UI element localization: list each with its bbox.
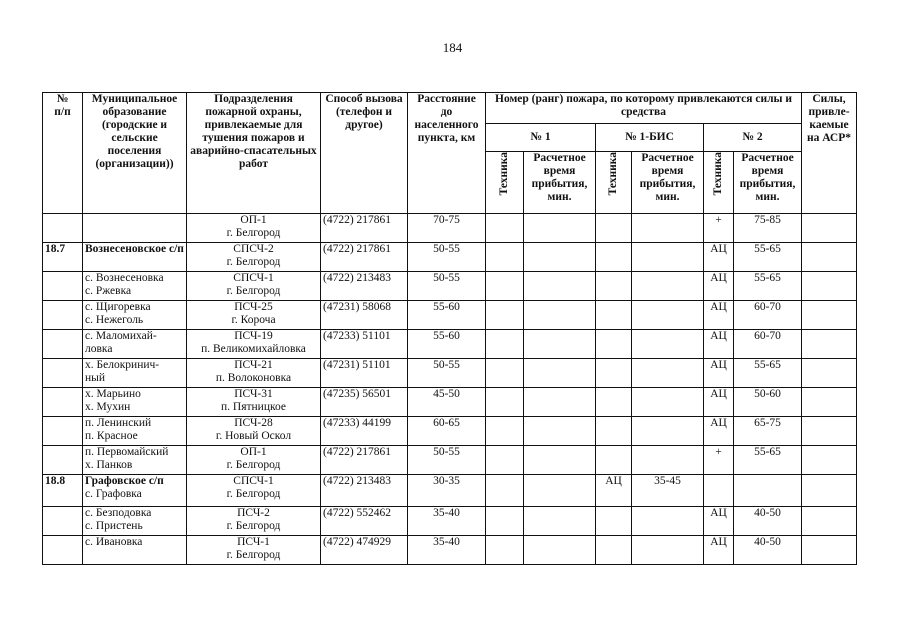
distance-cell: 35-40: [408, 507, 486, 536]
rank1bis-equipment-cell: [596, 417, 632, 446]
rank2-time-cell: 40-50: [734, 507, 802, 536]
unit-cell: [187, 475, 321, 507]
unit-cell: [187, 359, 321, 388]
rank1bis-time-cell: [632, 243, 704, 272]
rank1bis-time-cell: [632, 446, 704, 475]
row-number: [43, 507, 83, 536]
row-number: [43, 272, 83, 301]
rank1bis-time-cell: 35-45: [632, 475, 704, 507]
table-row: [43, 417, 857, 446]
row-number: [43, 214, 83, 243]
settlement-name: с. Безподовка с. Пристень: [85, 507, 152, 532]
unit-cell: [187, 446, 321, 475]
rank2-equipment-cell: +: [704, 446, 734, 475]
rank1bis-time-cell: [632, 536, 704, 565]
rank1bis-time-cell: [632, 330, 704, 359]
unit-name: СПСЧ-1: [233, 272, 274, 284]
unit-place: г. Белгород: [226, 459, 281, 471]
rank1bis-equipment-cell: [596, 507, 632, 536]
rank1bis-equipment-cell: [596, 214, 632, 243]
unit-cell: [187, 272, 321, 301]
fire-response-table: [42, 92, 857, 565]
rank1-equipment-cell: [486, 359, 524, 388]
row-number: [43, 446, 83, 475]
phone-cell: (4722) 217861: [321, 243, 408, 272]
settlement-name: Вознесеновское с/п: [85, 243, 184, 255]
rank2-time-cell: 75-85: [734, 214, 802, 243]
row-number: [43, 536, 83, 565]
distance-cell: 55-60: [408, 301, 486, 330]
rank1-time-cell: [524, 272, 596, 301]
header-r2-arrival: Расчетное время прибытия, мин.: [734, 152, 802, 214]
table-row: [43, 330, 857, 359]
distance-cell: 30-35: [408, 475, 486, 507]
unit-place: п. Великомихайловка: [201, 343, 306, 355]
rank1-time-cell: [524, 475, 596, 507]
asr-cell: [802, 417, 857, 446]
table-row: [43, 536, 857, 565]
rank2-time-cell: [734, 475, 802, 507]
asr-cell: [802, 536, 857, 565]
settlement-name: п. Первомайский х. Панков: [85, 446, 169, 471]
phone-cell: (4722) 217861: [321, 214, 408, 243]
row-number: [43, 301, 83, 330]
rank1-equipment-cell: [486, 301, 524, 330]
settlement-name: х. Белокринич- ный: [85, 359, 160, 384]
unit-place: г. Белгород: [226, 520, 281, 532]
rank1-equipment-cell: [486, 243, 524, 272]
unit-place: г. Белгород: [226, 256, 281, 268]
rank1-time-cell: [524, 536, 596, 565]
settlement-name: с. Щигоревка с. Нежеголь: [85, 301, 151, 326]
unit-cell: [187, 507, 321, 536]
rank1bis-time-cell: [632, 214, 704, 243]
header-r1b-equipment: Техника: [596, 152, 632, 214]
rank2-equipment-cell: АЦ: [704, 330, 734, 359]
rank2-equipment-cell: АЦ: [704, 301, 734, 330]
unit-place: г. Новый Оскол: [215, 430, 292, 442]
settlement-name: х. Марьино х. Мухин: [85, 388, 141, 413]
rank1-equipment-cell: [486, 536, 524, 565]
asr-cell: [802, 330, 857, 359]
row-number: 18.7: [43, 243, 83, 272]
phone-cell: (4722) 213483: [321, 272, 408, 301]
unit-cell: [187, 536, 321, 565]
settlement-cell: [83, 243, 187, 272]
rank1-time-cell: [524, 330, 596, 359]
rank2-equipment-cell: +: [704, 214, 734, 243]
asr-cell: [802, 301, 857, 330]
settlement-extra: с. Графовка: [85, 488, 142, 500]
rank1bis-equipment-cell: [596, 536, 632, 565]
rank2-equipment-cell: АЦ: [704, 388, 734, 417]
rank2-equipment-cell: АЦ: [704, 536, 734, 565]
rank1bis-equipment-cell: [596, 272, 632, 301]
page-number: 184: [442, 40, 463, 55]
header-municipality: Муниципальное образование (городские и сельские поселения (организации)): [83, 93, 187, 214]
rank1-time-cell: [524, 417, 596, 446]
rank1-time-cell: [524, 301, 596, 330]
settlement-cell: [83, 507, 187, 536]
header-r1-arrival: Расчетное время прибытия, мин.: [524, 152, 596, 214]
header-fire-rank: Номер (ранг) пожара, по которому привлекаются силы и средства: [486, 93, 802, 124]
rank1bis-time-cell: [632, 301, 704, 330]
unit-cell: [187, 243, 321, 272]
table-row: [43, 272, 857, 301]
settlement-cell: [83, 417, 187, 446]
rank1-equipment-cell: [486, 272, 524, 301]
unit-place: п. Волоконовка: [215, 372, 292, 384]
rank2-time-cell: 60-70: [734, 301, 802, 330]
settlement-cell: [83, 475, 187, 507]
rank2-time-cell: 55-65: [734, 446, 802, 475]
unit-cell: [187, 214, 321, 243]
asr-cell: [802, 359, 857, 388]
header-r1-equipment: Техника: [486, 152, 524, 214]
row-number: [43, 330, 83, 359]
rank1-time-cell: [524, 388, 596, 417]
settlement-cell: [83, 301, 187, 330]
settlement-cell: [83, 359, 187, 388]
rank1bis-equipment-cell: [596, 359, 632, 388]
header-r1b-arrival: Расчетное время прибытия, мин.: [632, 152, 704, 214]
unit-cell: [187, 417, 321, 446]
rank2-time-cell: 55-65: [734, 359, 802, 388]
phone-cell: (47233) 44199: [321, 417, 408, 446]
rank1-time-cell: [524, 359, 596, 388]
header-num: № п/п: [43, 93, 83, 214]
rank1-time-cell: [524, 214, 596, 243]
table-row: [43, 359, 857, 388]
rank1bis-equipment-cell: АЦ: [596, 475, 632, 507]
phone-cell: (47231) 58068: [321, 301, 408, 330]
rank1-equipment-cell: [486, 507, 524, 536]
rank2-time-cell: 55-65: [734, 272, 802, 301]
rank1bis-time-cell: [632, 388, 704, 417]
distance-cell: 50-55: [408, 243, 486, 272]
rank1bis-equipment-cell: [596, 446, 632, 475]
rank1bis-time-cell: [632, 507, 704, 536]
settlement-name: с. Вознесеновка с. Ржевка: [85, 272, 164, 297]
header-call-method: Способ вызова (телефон и другое): [321, 93, 408, 214]
row-number: [43, 388, 83, 417]
unit-name: ПСЧ-2: [237, 507, 270, 519]
unit-place: г. Белгород: [226, 488, 281, 500]
unit-cell: [187, 388, 321, 417]
rank1bis-time-cell: [632, 272, 704, 301]
phone-cell: (47235) 56501: [321, 388, 408, 417]
rank2-equipment-cell: АЦ: [704, 507, 734, 536]
asr-cell: [802, 507, 857, 536]
unit-name: ПСЧ-31: [234, 388, 273, 400]
settlement-cell: [83, 330, 187, 359]
unit-place: г. Белгород: [226, 227, 281, 239]
unit-name: ПСЧ-1: [237, 536, 270, 548]
distance-cell: 45-50: [408, 388, 486, 417]
asr-cell: [802, 475, 857, 507]
distance-cell: 35-40: [408, 536, 486, 565]
settlement-name: п. Ленинский п. Красное: [85, 417, 152, 442]
unit-name: ПСЧ-19: [234, 330, 273, 342]
header-asr: Силы, привле-каемые на АСР*: [802, 93, 857, 214]
unit-name: СПСЧ-2: [233, 243, 274, 255]
rank1-equipment-cell: [486, 475, 524, 507]
asr-cell: [802, 214, 857, 243]
settlement-name: с. Маломихай- ловка: [85, 330, 157, 355]
row-number: [43, 359, 83, 388]
rank2-equipment-cell: АЦ: [704, 243, 734, 272]
table-row: [43, 446, 857, 475]
table-row: [43, 301, 857, 330]
unit-place: г. Белгород: [226, 549, 281, 561]
rank1-equipment-cell: [486, 214, 524, 243]
rank1bis-equipment-cell: [596, 301, 632, 330]
rank2-time-cell: 60-70: [734, 330, 802, 359]
phone-cell: (47233) 51101: [321, 330, 408, 359]
rank1-equipment-cell: [486, 388, 524, 417]
rank2-equipment-cell: АЦ: [704, 417, 734, 446]
unit-name: ОП-1: [240, 214, 267, 226]
rank1-equipment-cell: [486, 417, 524, 446]
header-rank-2: № 2: [704, 124, 802, 152]
rank2-time-cell: 55-65: [734, 243, 802, 272]
unit-cell: [187, 330, 321, 359]
distance-cell: 50-55: [408, 272, 486, 301]
distance-cell: 60-65: [408, 417, 486, 446]
header-units: Подразделения пожарной охраны, привлекаемые для тушения пожаров и аварийно-спасательных работ: [187, 93, 321, 214]
rank1-equipment-cell: [486, 330, 524, 359]
unit-name: ПСЧ-28: [234, 417, 273, 429]
rank1-equipment-cell: [486, 446, 524, 475]
rank1bis-time-cell: [632, 417, 704, 446]
phone-cell: (4722) 474929: [321, 536, 408, 565]
row-number: 18.8: [43, 475, 83, 507]
phone-cell: (47231) 51101: [321, 359, 408, 388]
phone-cell: (4722) 213483: [321, 475, 408, 507]
settlement-cell: [83, 388, 187, 417]
settlement-cell: [83, 272, 187, 301]
unit-cell: [187, 301, 321, 330]
asr-cell: [802, 388, 857, 417]
header-rank-1bis: № 1-БИС: [596, 124, 704, 152]
settlement-name: Графовское с/п: [85, 475, 164, 487]
table-row: [43, 388, 857, 417]
settlement-cell: [83, 536, 187, 565]
distance-cell: 55-60: [408, 330, 486, 359]
rank2-time-cell: 65-75: [734, 417, 802, 446]
unit-place: г. Белгород: [226, 285, 281, 297]
unit-name: СПСЧ-1: [233, 475, 274, 487]
phone-cell: (4722) 217861: [321, 446, 408, 475]
rank1-time-cell: [524, 507, 596, 536]
rank2-equipment-cell: АЦ: [704, 272, 734, 301]
settlement-cell: [83, 214, 187, 243]
asr-cell: [802, 272, 857, 301]
table-row: [43, 243, 857, 272]
header-distance: Расстояние до населенного пункта, км: [408, 93, 486, 214]
unit-name: ОП-1: [240, 446, 267, 458]
rank1-time-cell: [524, 243, 596, 272]
distance-cell: 50-55: [408, 359, 486, 388]
table-row: [43, 507, 857, 536]
distance-cell: 50-55: [408, 446, 486, 475]
rank2-time-cell: 40-50: [734, 536, 802, 565]
distance-cell: 70-75: [408, 214, 486, 243]
header-rank-1: № 1: [486, 124, 596, 152]
settlement-name: с. Ивановка: [85, 536, 143, 548]
unit-name: ПСЧ-21: [234, 359, 273, 371]
table-row: [43, 214, 857, 243]
asr-cell: [802, 243, 857, 272]
rank2-time-cell: 50-60: [734, 388, 802, 417]
rank1bis-equipment-cell: [596, 388, 632, 417]
rank1bis-equipment-cell: [596, 243, 632, 272]
table-body: [43, 214, 857, 565]
rank1-time-cell: [524, 446, 596, 475]
rank2-equipment-cell: АЦ: [704, 359, 734, 388]
unit-place: г. Короча: [231, 314, 276, 326]
rank1bis-equipment-cell: [596, 330, 632, 359]
table-row: [43, 475, 857, 507]
unit-place: п. Пятницкое: [221, 401, 286, 413]
row-number: [43, 417, 83, 446]
rank1bis-time-cell: [632, 359, 704, 388]
header-r2-equipment: Техника: [704, 152, 734, 214]
rank2-equipment-cell: [704, 475, 734, 507]
settlement-cell: [83, 446, 187, 475]
phone-cell: (4722) 552462: [321, 507, 408, 536]
asr-cell: [802, 446, 857, 475]
unit-name: ПСЧ-25: [234, 301, 273, 313]
